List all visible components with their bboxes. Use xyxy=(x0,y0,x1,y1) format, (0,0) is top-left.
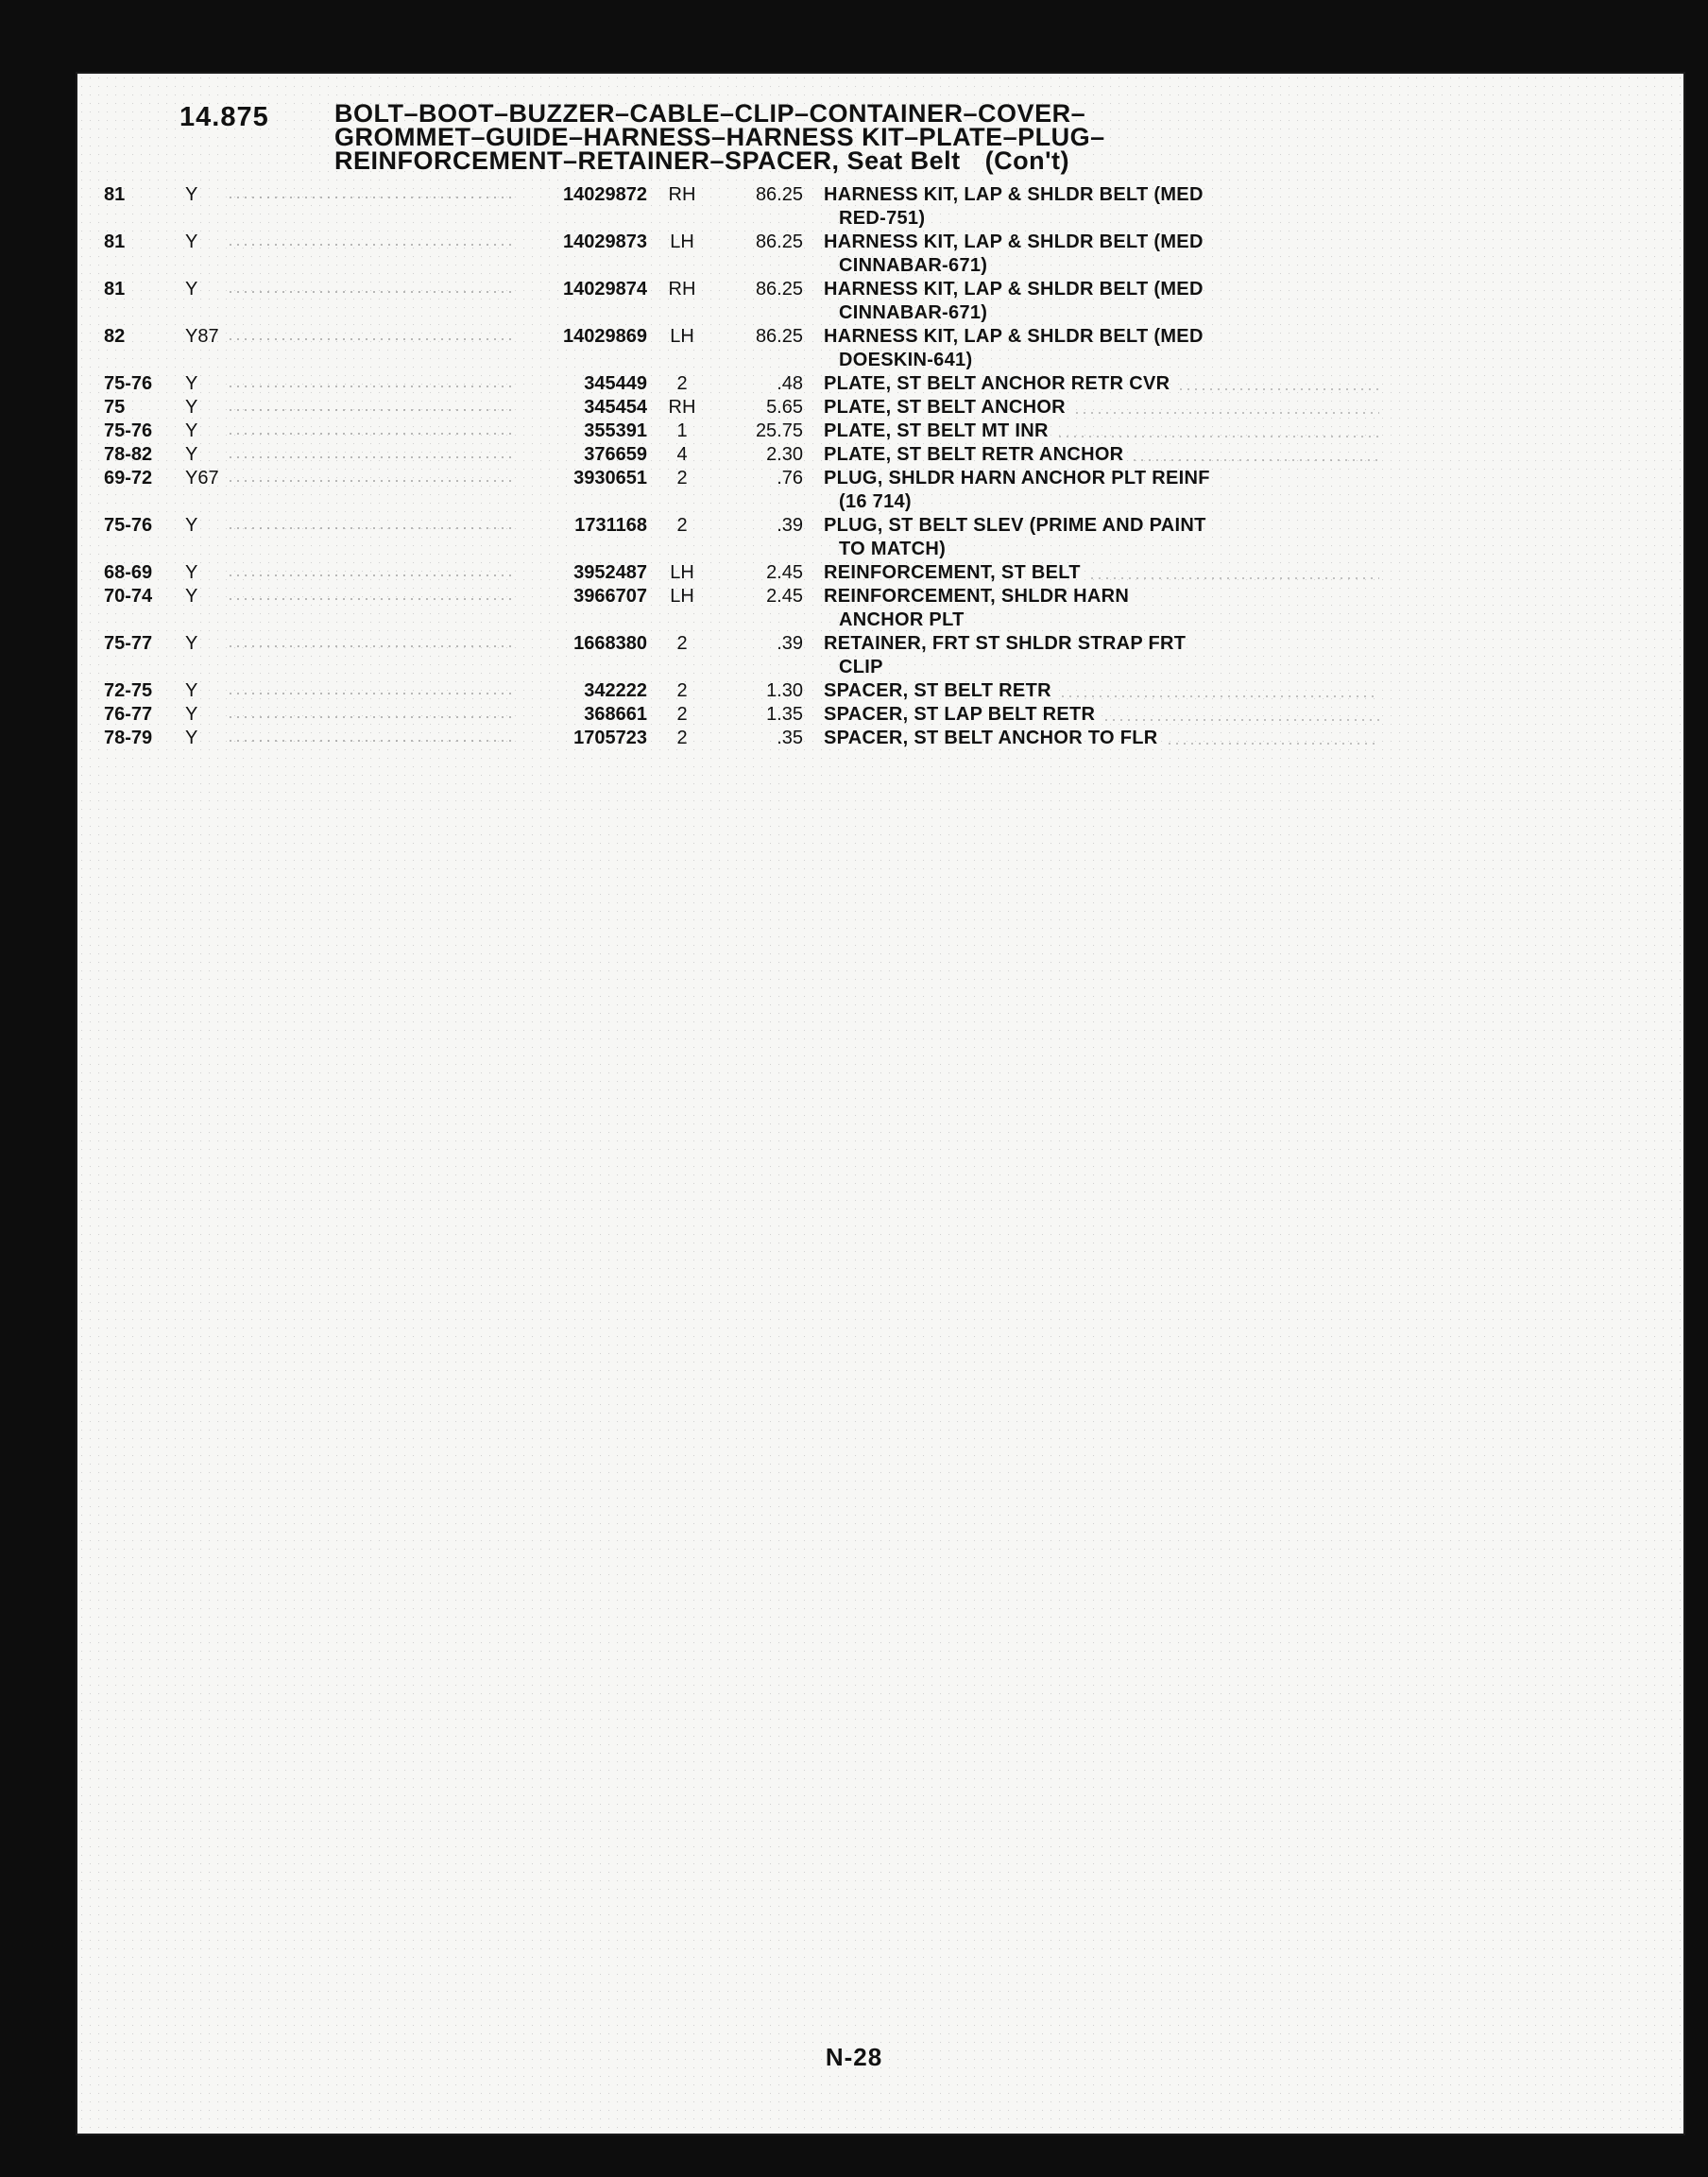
price: 86.25 xyxy=(755,184,803,205)
model-years: 75-76 xyxy=(104,420,153,441)
part-number: 376659 xyxy=(584,444,647,465)
description-line-1: PLUG, ST BELT SLEV (PRIME AND PAINT xyxy=(824,515,1206,536)
description xyxy=(824,325,1372,372)
quantity: LH xyxy=(670,326,694,347)
part-number: 14029874 xyxy=(563,279,647,300)
price: .39 xyxy=(777,633,803,654)
table-row xyxy=(104,703,1426,727)
leader-dots xyxy=(227,432,515,436)
leader-dots xyxy=(227,597,515,601)
model-years: 81 xyxy=(104,184,126,205)
leader-dots xyxy=(227,715,515,719)
part-number: 3952487 xyxy=(573,562,647,583)
model-years: 81 xyxy=(104,231,126,252)
description xyxy=(824,420,1372,443)
description-line-1: PLATE, ST BELT RETR ANCHOR xyxy=(824,444,1124,465)
part-number: 3930651 xyxy=(573,468,647,489)
model-years: 75-77 xyxy=(104,633,153,654)
price: 2.45 xyxy=(766,562,803,583)
table-row xyxy=(104,183,1426,231)
model-years: 69-72 xyxy=(104,468,153,489)
model-years: 75 xyxy=(104,397,126,418)
quantity: LH xyxy=(670,562,694,583)
body-code: Y xyxy=(185,586,198,607)
description-line-1: SPACER, ST LAP BELT RETR xyxy=(824,704,1096,725)
title-line-3 xyxy=(334,146,1374,175)
quantity: 2 xyxy=(676,515,688,536)
quantity: 2 xyxy=(676,704,688,725)
price: 2.45 xyxy=(766,586,803,607)
description-line-1: PLATE, ST BELT ANCHOR xyxy=(824,397,1066,418)
table-row xyxy=(104,278,1426,325)
price: 5.65 xyxy=(766,397,803,418)
part-number: 342222 xyxy=(584,680,647,701)
part-number: 14029873 xyxy=(563,231,647,252)
leader-dots xyxy=(227,290,515,294)
description-line-1: SPACER, ST BELT ANCHOR TO FLR xyxy=(824,728,1158,748)
description-line-2: CLIP xyxy=(839,657,883,677)
model-years: 75-76 xyxy=(104,515,153,536)
leader-dots xyxy=(227,479,515,483)
leader-dots xyxy=(227,739,515,743)
description-line-2: CINNABAR-671) xyxy=(839,302,988,323)
description xyxy=(824,231,1372,278)
section-title xyxy=(334,99,1374,175)
part-number: 3966707 xyxy=(573,586,647,607)
leader-dots xyxy=(1073,411,1379,415)
quantity: 2 xyxy=(676,373,688,394)
table-row xyxy=(104,325,1426,372)
leader-dots xyxy=(227,574,515,577)
description-line-1: HARNESS KIT, LAP & SHLDR BELT (MED xyxy=(824,279,1204,300)
leader-dots xyxy=(227,408,515,412)
table-row xyxy=(104,467,1426,514)
leader-dots xyxy=(1056,435,1379,438)
description xyxy=(824,467,1372,514)
price: .35 xyxy=(777,728,803,748)
leader-dots xyxy=(227,196,515,199)
description xyxy=(824,443,1372,467)
leader-dots xyxy=(227,692,515,695)
price: .48 xyxy=(777,373,803,394)
description-line-1: PLUG, SHLDR HARN ANCHOR PLT REINF xyxy=(824,468,1210,489)
leader-dots xyxy=(1088,576,1379,580)
body-code: Y67 xyxy=(185,468,219,489)
description-line-1: SPACER, ST BELT RETR xyxy=(824,680,1051,701)
price: 86.25 xyxy=(755,279,803,300)
part-number: 368661 xyxy=(584,704,647,725)
body-code: Y xyxy=(185,279,198,300)
table-row xyxy=(104,561,1426,585)
price: 1.30 xyxy=(766,680,803,701)
description xyxy=(824,514,1372,561)
description xyxy=(824,372,1372,396)
body-code: Y xyxy=(185,515,198,536)
description-line-1: HARNESS KIT, LAP & SHLDR BELT (MED xyxy=(824,184,1204,205)
quantity: 1 xyxy=(676,420,688,441)
description xyxy=(824,561,1372,585)
part-number: 1731168 xyxy=(574,515,647,536)
description-line-2: ANCHOR PLT xyxy=(839,609,965,630)
description xyxy=(824,585,1372,632)
body-code: Y xyxy=(185,397,198,418)
model-years: 75-76 xyxy=(104,373,153,394)
quantity: LH xyxy=(670,231,694,252)
description xyxy=(824,703,1372,727)
description-line-2: (16 714) xyxy=(839,491,912,512)
price: .39 xyxy=(777,515,803,536)
description-line-1: RETAINER, FRT ST SHLDR STRAP FRT xyxy=(824,633,1187,654)
price: .76 xyxy=(777,468,803,489)
quantity: 2 xyxy=(676,468,688,489)
description-line-1: REINFORCEMENT, ST BELT xyxy=(824,562,1081,583)
table-row xyxy=(104,585,1426,632)
body-code: Y87 xyxy=(185,326,219,347)
body-code: Y xyxy=(185,444,198,465)
description xyxy=(824,632,1372,679)
description-line-2: RED-751) xyxy=(839,208,926,229)
table-row xyxy=(104,679,1426,703)
description-line-2: CINNABAR-671) xyxy=(839,255,988,276)
quantity: 2 xyxy=(676,633,688,654)
description xyxy=(824,183,1372,231)
description-line-1: PLATE, ST BELT MT INR xyxy=(824,420,1049,441)
model-years: 78-79 xyxy=(104,728,153,748)
description xyxy=(824,727,1372,750)
body-code: Y xyxy=(185,562,198,583)
part-number: 14029869 xyxy=(563,326,647,347)
price: 1.35 xyxy=(766,704,803,725)
title-line-3-text: REINFORCEMENT–RETAINER–SPACER, Seat Belt xyxy=(334,146,961,175)
body-code: Y xyxy=(185,231,198,252)
model-years: 72-75 xyxy=(104,680,153,701)
leader-dots xyxy=(227,385,515,388)
model-years: 76-77 xyxy=(104,704,153,725)
section-number: 14.875 xyxy=(179,102,269,132)
price: 86.25 xyxy=(755,326,803,347)
quantity: 2 xyxy=(676,728,688,748)
description-line-1: HARNESS KIT, LAP & SHLDR BELT (MED xyxy=(824,231,1204,252)
body-code: Y xyxy=(185,704,198,725)
table-row xyxy=(104,231,1426,278)
part-number: 1668380 xyxy=(573,633,647,654)
part-number: 1705723 xyxy=(573,728,647,748)
table-row xyxy=(104,372,1426,396)
quantity: 2 xyxy=(676,680,688,701)
quantity: RH xyxy=(668,279,696,300)
title-line-1: BOLT–BOOT–BUZZER–CABLE–CLIP–CONTAINER–COVER– xyxy=(334,99,1086,128)
quantity: 4 xyxy=(676,444,688,465)
price: 25.75 xyxy=(755,420,803,441)
quantity: RH xyxy=(668,397,696,418)
model-years: 78-82 xyxy=(104,444,153,465)
body-code: Y xyxy=(185,184,198,205)
leader-dots xyxy=(227,644,515,648)
body-code: Y xyxy=(185,633,198,654)
model-years: 82 xyxy=(104,326,126,347)
part-number: 345449 xyxy=(584,373,647,394)
leader-dots xyxy=(227,455,515,459)
body-code: Y xyxy=(185,420,198,441)
table-row xyxy=(104,420,1426,443)
leader-dots xyxy=(1177,387,1379,391)
model-years: 68-69 xyxy=(104,562,153,583)
table-row xyxy=(104,396,1426,420)
title-line-2: GROMMET–GUIDE–HARNESS–HARNESS KIT–PLATE–PLUG– xyxy=(334,123,1105,151)
body-code: Y xyxy=(185,680,198,701)
description-line-1: PLATE, ST BELT ANCHOR RETR CVR xyxy=(824,373,1170,394)
description xyxy=(824,278,1372,325)
body-code: Y xyxy=(185,373,198,394)
leader-dots xyxy=(1102,718,1379,722)
price: 2.30 xyxy=(766,444,803,465)
description-line-1: REINFORCEMENT, SHLDR HARN xyxy=(824,586,1130,607)
quantity: RH xyxy=(668,184,696,205)
part-number: 14029872 xyxy=(563,184,647,205)
continued-label: (Con't) xyxy=(984,146,1069,175)
table-row xyxy=(104,514,1426,561)
description xyxy=(824,679,1372,703)
leader-dots xyxy=(227,243,515,247)
part-number: 355391 xyxy=(584,420,647,441)
leader-dots xyxy=(227,337,515,341)
price: 86.25 xyxy=(755,231,803,252)
leader-dots xyxy=(227,526,515,530)
leader-dots xyxy=(1131,458,1379,462)
body-code: Y xyxy=(185,728,198,748)
part-number: 345454 xyxy=(584,397,647,418)
page-number: N-28 xyxy=(825,2043,883,2071)
table-row xyxy=(104,632,1426,679)
leader-dots xyxy=(1166,742,1379,746)
model-years: 70-74 xyxy=(104,586,153,607)
description-line-2: DOESKIN-641) xyxy=(839,350,973,370)
description xyxy=(824,396,1372,420)
quantity: LH xyxy=(670,586,694,607)
table-row xyxy=(104,727,1426,750)
model-years: 81 xyxy=(104,279,126,300)
leader-dots xyxy=(1059,694,1379,698)
parts-table xyxy=(104,183,1426,750)
description-line-2: TO MATCH) xyxy=(839,539,947,559)
table-row xyxy=(104,443,1426,467)
description-line-1: HARNESS KIT, LAP & SHLDR BELT (MED xyxy=(824,326,1204,347)
